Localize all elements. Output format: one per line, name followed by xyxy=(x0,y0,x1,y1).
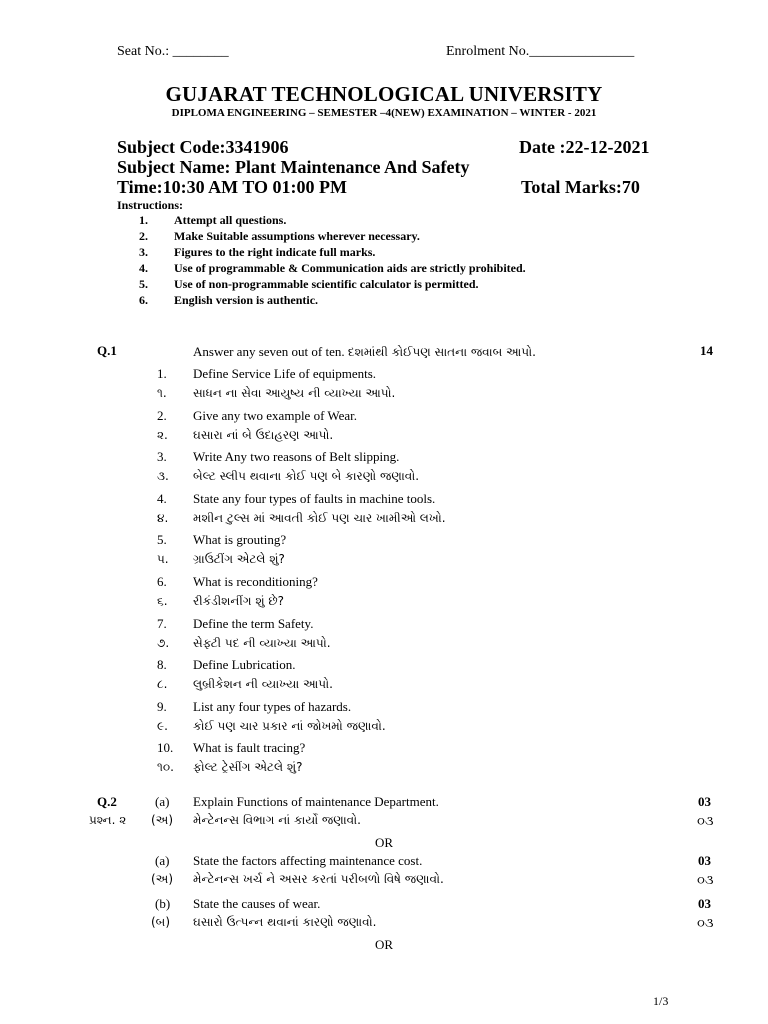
item-number: 6. xyxy=(157,573,167,589)
item-text-english: What is grouting? xyxy=(193,532,287,548)
item-text-english: Define Lubrication. xyxy=(193,657,296,673)
part-label: (b) xyxy=(155,896,171,911)
instruction-text: Figures to the right indicate full marks. xyxy=(174,245,376,259)
instruction-text: English version is authentic. xyxy=(174,293,319,307)
instructions-list xyxy=(139,212,526,308)
question-1-marks: 14 xyxy=(700,343,713,358)
item-number: 2. xyxy=(157,407,167,423)
item-text-gujarati: ફોલ્ટ ટ્રેસીંગ એટલે શું? xyxy=(193,760,303,775)
part-text-english: State the factors affecting maintenance cost. xyxy=(193,853,423,868)
instruction-item xyxy=(139,292,526,308)
exam-date: Date :22-12-2021 xyxy=(519,137,650,157)
question-1-heading xyxy=(193,344,536,360)
part-marks: 03 xyxy=(698,853,711,868)
university-title: GUJARAT TECHNOLOGICAL UNIVERSITY xyxy=(165,82,603,106)
item-number-gujarati: ૧. xyxy=(157,386,167,400)
item-number: 10. xyxy=(157,740,174,756)
part-label-gujarati: (અ) xyxy=(151,813,174,827)
item-text-gujarati: મશીન ટુલ્સ માં આવતી કોઈ પણ ચાર ખામીઓ લખો. xyxy=(193,510,446,525)
question-2-label-gujarati: પ્રશ્ન. ૨ xyxy=(89,813,127,827)
part-label: (a) xyxy=(155,853,170,868)
item-number-gujarati: ૩. xyxy=(157,469,169,484)
or-separator: OR xyxy=(374,835,394,850)
item-number-gujarati: ૭. xyxy=(157,635,170,650)
question-1-label: Q.1 xyxy=(97,343,117,358)
part-marks-gujarati: ૦૩ xyxy=(697,916,714,931)
item-number-gujarati: ૪. xyxy=(157,510,169,525)
instruction-number: 6. xyxy=(139,293,148,307)
instruction-text: Use of non-programmable scientific calculator is permitted. xyxy=(174,277,479,291)
question-1-item xyxy=(0,740,768,782)
part-label-gujarati: (અ) xyxy=(151,872,174,886)
question-1-list xyxy=(0,366,768,782)
item-text-english: What is reconditioning? xyxy=(193,573,318,589)
question-1-item xyxy=(0,408,768,450)
question-1-item xyxy=(0,449,768,491)
item-text-english: Define the term Safety. xyxy=(193,615,314,631)
question-1-item xyxy=(0,366,768,408)
part-text-gujarati: ઘસારો ઉત્પન્ન થવાનાં કારણો જણાવો. xyxy=(193,915,377,929)
item-text-english: What is fault tracing? xyxy=(193,740,306,756)
question-2-label: Q.2 xyxy=(97,794,117,809)
instruction-item xyxy=(139,228,526,244)
item-number: 7. xyxy=(157,615,167,631)
item-text-gujarati: સેફ્ટી પદ ની વ્યાખ્યા આપો. xyxy=(193,635,331,650)
instruction-text: Use of programmable & Communication aids are strictly prohibited. xyxy=(174,261,526,275)
part-label-gujarati: (બ) xyxy=(151,915,170,929)
item-text-gujarati: બેલ્ટ સ્લીપ થવાના કોઈ પણ બે કારણો જણાવો. xyxy=(193,469,420,484)
part-marks-gujarati: ૦૩ xyxy=(697,814,714,829)
instructions-heading: Instructions: xyxy=(117,198,184,212)
instruction-number: 2. xyxy=(139,229,148,243)
question-1-item xyxy=(0,491,768,533)
subject-name: Subject Name: Plant Maintenance And Safety xyxy=(117,157,470,177)
item-text-english: List any four types of hazards. xyxy=(193,698,352,714)
part-marks-gujarati: ૦૩ xyxy=(697,873,714,888)
part-label: (a) xyxy=(155,794,170,809)
enrolment-number-field: Enrolment No._______________ xyxy=(446,44,635,59)
instruction-number: 4. xyxy=(139,261,148,275)
question-1-heading-english: Answer any seven out of ten. xyxy=(193,344,345,359)
part-text-english: State the causes of wear. xyxy=(193,896,321,911)
instruction-number: 5. xyxy=(139,277,148,291)
item-number-gujarati: ૬. xyxy=(157,593,168,608)
instruction-item xyxy=(139,260,526,276)
part-text-gujarati: મેન્ટેનન્સ વિભાગ નાં કાર્યો જણાવો. xyxy=(193,813,361,827)
question-1-item xyxy=(0,532,768,574)
part-text-gujarati: મેન્ટેનન્સ ખર્ચ ને અસર કરતાં પરીબળો વિષે જણાવો. xyxy=(193,872,444,886)
subject-code: Subject Code:3341906 xyxy=(117,137,289,157)
item-text-gujarati: લુબ્રીકેશન ની વ્યાખ્યા આપો. xyxy=(193,677,333,692)
item-number: 1. xyxy=(157,366,167,381)
or-separator: OR xyxy=(374,937,394,952)
item-text-english: State any four types of faults in machine tools. xyxy=(193,490,436,506)
question-1-item xyxy=(0,699,768,741)
instruction-item xyxy=(139,244,526,260)
instruction-number: 3. xyxy=(139,245,148,259)
item-number-gujarati: ૮. xyxy=(157,677,168,692)
instruction-text: Attempt all questions. xyxy=(174,213,287,227)
exam-line: DIPLOMA ENGINEERING – SEMESTER –4(NEW) EXAMINATION – WINTER - 2021 xyxy=(171,107,597,119)
question-1-item xyxy=(0,574,768,616)
seat-number-field: Seat No.: ________ xyxy=(117,44,229,59)
item-text-gujarati: સાધન ના સેવા આયુષ્ય ની વ્યાખ્યા આપો. xyxy=(193,386,396,400)
item-number: 3. xyxy=(157,449,167,465)
part-text-english: Explain Functions of maintenance Department. xyxy=(193,794,439,809)
question-1-heading-gujarati: દશમાંથી કોઈપણ સાતના જવાબ આપો. xyxy=(347,345,536,359)
question-1-item xyxy=(0,657,768,699)
item-text-gujarati: કોઈ પણ ચાર પ્રકાર નાં જોખમો જણાવો. xyxy=(193,718,386,733)
instruction-item xyxy=(139,276,526,292)
item-text-english: Define Service Life of equipments. xyxy=(193,366,377,381)
item-number: 4. xyxy=(157,490,167,506)
page-number: 1/3 xyxy=(653,994,669,1008)
exam-time: Time:10:30 AM TO 01:00 PM xyxy=(117,177,347,197)
item-number: 8. xyxy=(157,657,167,673)
item-text-english: Give any two example of Wear. xyxy=(193,407,358,423)
instruction-number: 1. xyxy=(139,213,148,227)
item-number-gujarati: ૯. xyxy=(157,718,168,733)
instruction-text: Make Suitable assumptions wherever necessary. xyxy=(174,229,420,243)
item-number: 9. xyxy=(157,698,167,714)
item-number-gujarati: ૧૦. xyxy=(157,760,174,775)
part-marks: 03 xyxy=(698,794,711,809)
part-marks: 03 xyxy=(698,896,711,911)
item-number: 5. xyxy=(157,532,167,548)
item-text-english: Write Any two reasons of Belt slipping. xyxy=(193,449,400,465)
total-marks: Total Marks:70 xyxy=(521,177,640,197)
item-number-gujarati: ૨. xyxy=(157,427,168,442)
item-text-gujarati: રીકંડીશનીંગ શું છે? xyxy=(193,593,285,608)
item-text-gujarati: ગ્રાઉટીંગ એટલે શું? xyxy=(193,552,285,567)
item-number-gujarati: પ. xyxy=(157,552,169,567)
question-1-item xyxy=(0,616,768,658)
item-text-gujarati: ઘસારા નાં બે ઉદાહરણ આપો. xyxy=(193,427,334,442)
instruction-item xyxy=(139,212,526,228)
